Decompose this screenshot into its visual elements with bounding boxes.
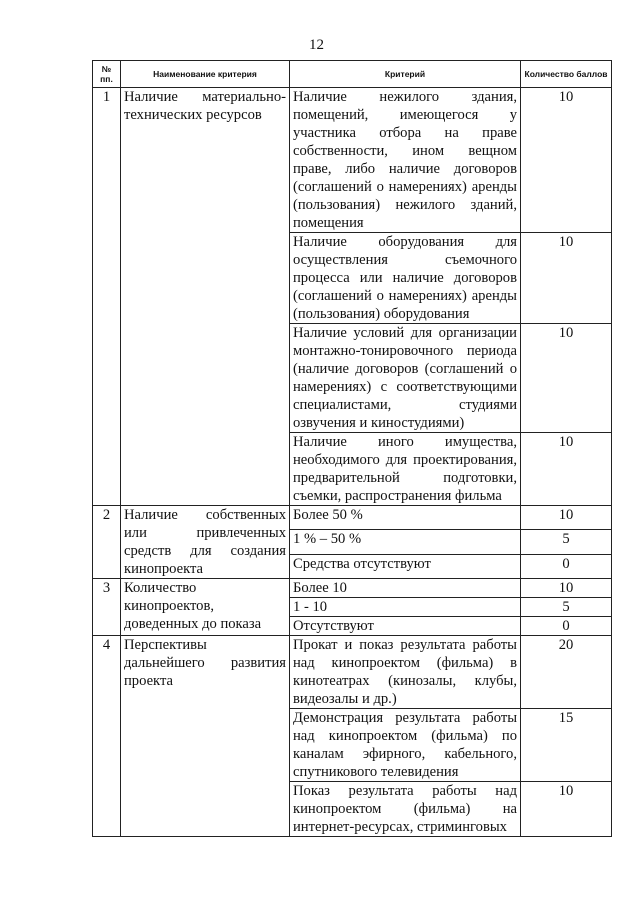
score-value: 10: [521, 782, 612, 837]
table-row: [93, 88, 612, 233]
score-value: 0: [521, 617, 612, 636]
criterion-text: Отсутствуют: [290, 617, 521, 636]
criterion-text: Демонстрация результата работы над кинопроектом (фильма) по каналам эфирного, кабельного, спутникового телевидения: [290, 709, 521, 782]
row-number: 2: [93, 506, 121, 579]
score-value: 10: [521, 579, 612, 598]
criterion-text: Наличие оборудования для осуществления съемочного процесса или наличие договоров (соглашений о намерениях) аренды (пользования) оборудования: [290, 233, 521, 324]
criterion-text: Наличие иного имущества, необходимого для проектирования, предварительной подготовки, съемки, распространения фильма: [290, 433, 521, 506]
row-number: 4: [93, 636, 121, 837]
table-row: [93, 506, 612, 530]
score-value: 10: [521, 506, 612, 530]
criterion-text: 1 % – 50 %: [290, 530, 521, 554]
score-value: 5: [521, 598, 612, 617]
criterion-name: Количество кинопроектов, доведенных до показа: [121, 579, 290, 636]
page-number: 12: [309, 37, 324, 53]
criterion-text: Средства отсутствуют: [290, 554, 521, 578]
row-number: 3: [93, 579, 121, 636]
criterion-text: Наличие нежилого здания, помещений, имеющегося у участника отбора на праве собственности, ином вещном праве, либо наличие договоров (соглашений о намерениях) аренды (пользования) нежилого зданий, помещения: [290, 88, 521, 233]
score-value: 10: [521, 233, 612, 324]
criterion-text: Более 50 %: [290, 506, 521, 530]
score-value: 10: [521, 433, 612, 506]
criterion-text: 1 - 10: [290, 598, 521, 617]
score-value: 0: [521, 554, 612, 578]
header-num: № пп.: [93, 61, 121, 88]
criterion-name: Наличие собственных или привлеченных средств для создания кинопроекта: [121, 506, 290, 579]
table-row: [93, 579, 612, 598]
header-criterion: Критерий: [290, 61, 521, 88]
score-value: 10: [521, 324, 612, 433]
score-value: 10: [521, 88, 612, 233]
criterion-text: Наличие условий для организации монтажно-тонировочного периода (наличие договоров (соглашений о намерениях) с соответствующими специалистами, студиями озвучения и киностудиями): [290, 324, 521, 433]
criterion-text: Показ результата работы над кинопроектом (фильма) на интернет-ресурсах, стриминговых: [290, 782, 521, 837]
criterion-text: Прокат и показ результата работы над кинопроектом (фильма) в кинотеатрах (кинозалы, клубы, видеозалы и др.): [290, 636, 521, 709]
table-row: [93, 636, 612, 709]
header-name: Наименование критерия: [121, 61, 290, 88]
criterion-name: Перспективы дальнейшего развития проекта: [121, 636, 290, 837]
table-header-row: [93, 61, 612, 88]
criterion-name: Наличие материально-технических ресурсов: [121, 88, 290, 506]
criteria-table: [92, 60, 612, 837]
score-value: 15: [521, 709, 612, 782]
score-value: 20: [521, 636, 612, 709]
criterion-text: Более 10: [290, 579, 521, 598]
score-value: 5: [521, 530, 612, 554]
header-score: Количество баллов: [521, 61, 612, 88]
row-number: 1: [93, 88, 121, 506]
